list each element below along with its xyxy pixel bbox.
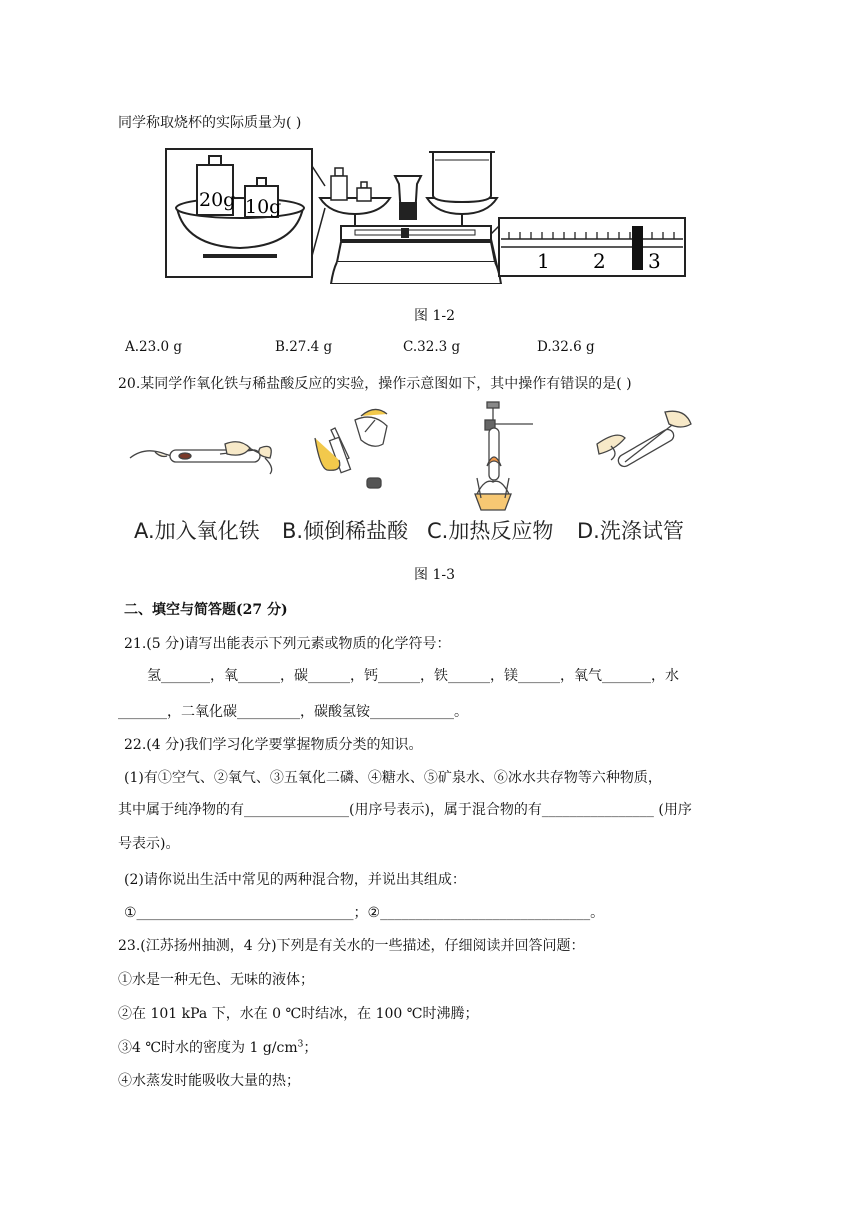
rider-slider xyxy=(632,226,643,270)
q20-stem: 20.某同学作氧化铁与稀盐酸反应的实验，操作示意图如下，其中操作有错误的是( ) xyxy=(118,376,632,392)
q22-part-1-cont: 其中属于纯净物的有_______________(用序号表示)，属于混合物的有________________ (用序 xyxy=(118,802,692,818)
q23-item-4: ④水蒸发时能吸收大量的热； xyxy=(118,1073,300,1089)
q21-stem: 21.(5 分)请写出能表示下列元素或物质的化学符号： xyxy=(124,636,451,652)
q19-option-d: D.32.6 g xyxy=(537,339,595,355)
section-2-title: 二、填空与简答题(27 分) xyxy=(124,602,288,618)
q23-item-3-sup: 3 xyxy=(297,1039,304,1050)
q21-line-1: 氢_______，氧______，碳______，钙______，铁______，镁______，氧气_______，水 xyxy=(147,668,679,684)
q23-item-3-end: ； xyxy=(303,1040,318,1056)
figure-1-2-caption: 图 1-2 xyxy=(414,308,455,324)
illustration-a xyxy=(130,442,272,474)
scale-mark-2: 2 xyxy=(593,249,606,273)
experiment-figure xyxy=(125,398,710,516)
q22-part-2-blanks: ①_______________________________；②______________________________。 xyxy=(124,905,605,921)
illustration-d xyxy=(597,411,691,468)
scale-mark-3: 3 xyxy=(648,249,661,273)
q19-option-b: B.27.4 g xyxy=(275,339,333,355)
q23-item-1: ①水是一种无色、无味的液体； xyxy=(118,972,314,988)
q19-option-c: C.32.3 g xyxy=(403,339,461,355)
q20-label-b: B.倾倒稀盐酸 xyxy=(282,519,409,543)
weight-10g-label: 10g xyxy=(245,196,282,218)
q19-stem-tail: 同学称取烧杯的实际质量为( ) xyxy=(118,115,302,131)
scale-mark-1: 1 xyxy=(537,249,550,273)
q23-item-3 xyxy=(118,1037,317,1057)
q20-label-c: C.加热反应物 xyxy=(427,519,554,543)
q23-stem: 23.(江苏扬州抽测，4 分)下列是有关水的一些描述，仔细阅读并回答问题： xyxy=(118,938,585,954)
q23-item-2: ②在 101 kPa 下，水在 0 ℃时结冰，在 100 ℃时沸腾； xyxy=(118,1006,479,1022)
q23-item-3-text: ③4 ℃时水的密度为 1 g/cm xyxy=(118,1040,298,1056)
q19-option-a: A.23.0 g xyxy=(125,339,183,355)
q22-stem: 22.(4 分)我们学习化学要掌握物质分类的知识。 xyxy=(124,737,423,753)
q20-label-a: A.加入氧化铁 xyxy=(134,519,260,543)
illustration-b xyxy=(315,409,387,488)
q22-part-2: (2)请你说出生活中常见的两种混合物，并说出其组成： xyxy=(124,872,466,888)
q22-part-1: (1)有①空气、②氧气、③五氧化二磷、④糖水、⑤矿泉水、⑥冰水共存物等六种物质， xyxy=(124,770,662,786)
illustration-c xyxy=(475,402,533,510)
figure-1-3-caption: 图 1-3 xyxy=(414,567,455,583)
q21-line-2: _______，二氧化碳_________，碳酸氢铵____________。 xyxy=(118,704,468,720)
q20-label-d: D.洗涤试管 xyxy=(577,519,684,543)
balance-figure xyxy=(165,146,690,284)
weight-20g-label: 20g xyxy=(199,189,236,211)
q22-part-1-end: 号表示)。 xyxy=(118,836,180,852)
